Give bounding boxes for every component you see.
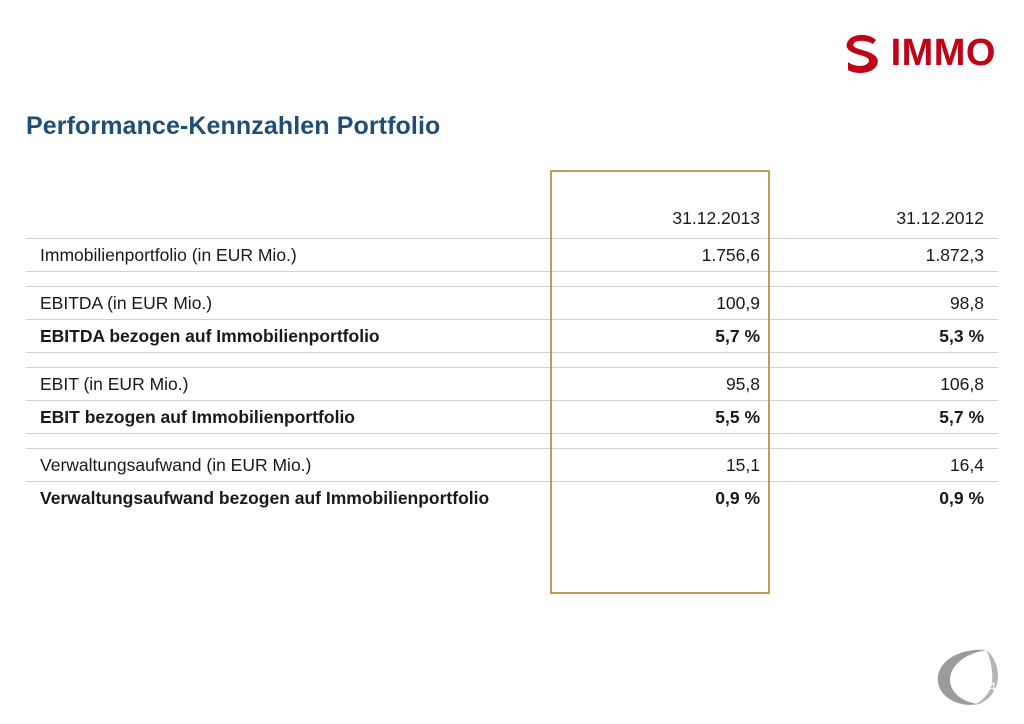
- spacer-cell: [774, 353, 998, 368]
- table-row: [26, 449, 998, 482]
- row-label: Immobilienportfolio (in EUR Mio.): [26, 239, 550, 272]
- footer-swoosh-icon: [930, 646, 1002, 708]
- spacer-cell: [550, 272, 774, 287]
- table-spacer-row: [26, 272, 998, 287]
- column-header-2012: 31.12.2012: [774, 186, 998, 239]
- row-value-2013: 100,9: [550, 287, 774, 320]
- row-value-2013: 1.756,6: [550, 239, 774, 272]
- row-value-2013: 95,8: [550, 368, 774, 401]
- column-header-2013: 31.12.2013: [550, 186, 774, 239]
- page-number: 14: [981, 679, 996, 694]
- table-spacer-row: [26, 434, 998, 449]
- table-row: [26, 482, 998, 515]
- row-value-2013: 0,9 %: [715, 488, 760, 508]
- row-label: EBIT bezogen auf Immobilienportfolio: [26, 401, 550, 434]
- page-title: Performance-Kennzahlen Portfolio: [26, 112, 441, 140]
- column-header-label: [26, 186, 550, 239]
- spacer-cell: [774, 434, 998, 449]
- row-value-2012: 16,4: [774, 449, 998, 482]
- table-row: [26, 401, 998, 434]
- table-row: [26, 287, 998, 320]
- table-header: [26, 186, 998, 239]
- spacer-cell: [550, 434, 774, 449]
- row-value-2013: 15,1: [550, 449, 774, 482]
- s-swoosh-icon: [839, 30, 885, 76]
- row-value-2012: 106,8: [774, 368, 998, 401]
- spacer-cell: [774, 272, 998, 287]
- spacer-cell: [550, 353, 774, 368]
- row-value-2012: 1.872,3: [774, 239, 998, 272]
- row-value-2012: 98,8: [774, 287, 998, 320]
- spacer-cell: [26, 272, 550, 287]
- table-body: [26, 239, 998, 515]
- kpi-table-container: [26, 186, 998, 514]
- row-value-2012: 5,3 %: [774, 320, 998, 353]
- row-label: EBITDA bezogen auf Immobilienportfolio: [26, 320, 550, 353]
- row-value-2012: 5,7 %: [774, 401, 998, 434]
- row-value-2012: 0,9 %: [939, 488, 984, 508]
- spacer-cell: [26, 353, 550, 368]
- table-header-row: [26, 186, 998, 239]
- row-label: EBIT (in EUR Mio.): [26, 368, 550, 401]
- row-value-2013: 5,7 %: [550, 320, 774, 353]
- table-spacer-row: [26, 353, 998, 368]
- kpi-table: [26, 186, 998, 514]
- row-value-2013: 5,5 %: [550, 401, 774, 434]
- table-row: [26, 320, 998, 353]
- table-row: [26, 368, 998, 401]
- spacer-cell: [26, 434, 550, 449]
- row-label: Verwaltungsaufwand bezogen auf Immobilienportfolio: [40, 488, 490, 508]
- logo-wordmark: IMMO: [890, 32, 996, 74]
- row-label: Verwaltungsaufwand (in EUR Mio.): [26, 449, 550, 482]
- row-label: EBITDA (in EUR Mio.): [26, 287, 550, 320]
- table-row: [26, 239, 998, 272]
- company-logo: [839, 30, 996, 76]
